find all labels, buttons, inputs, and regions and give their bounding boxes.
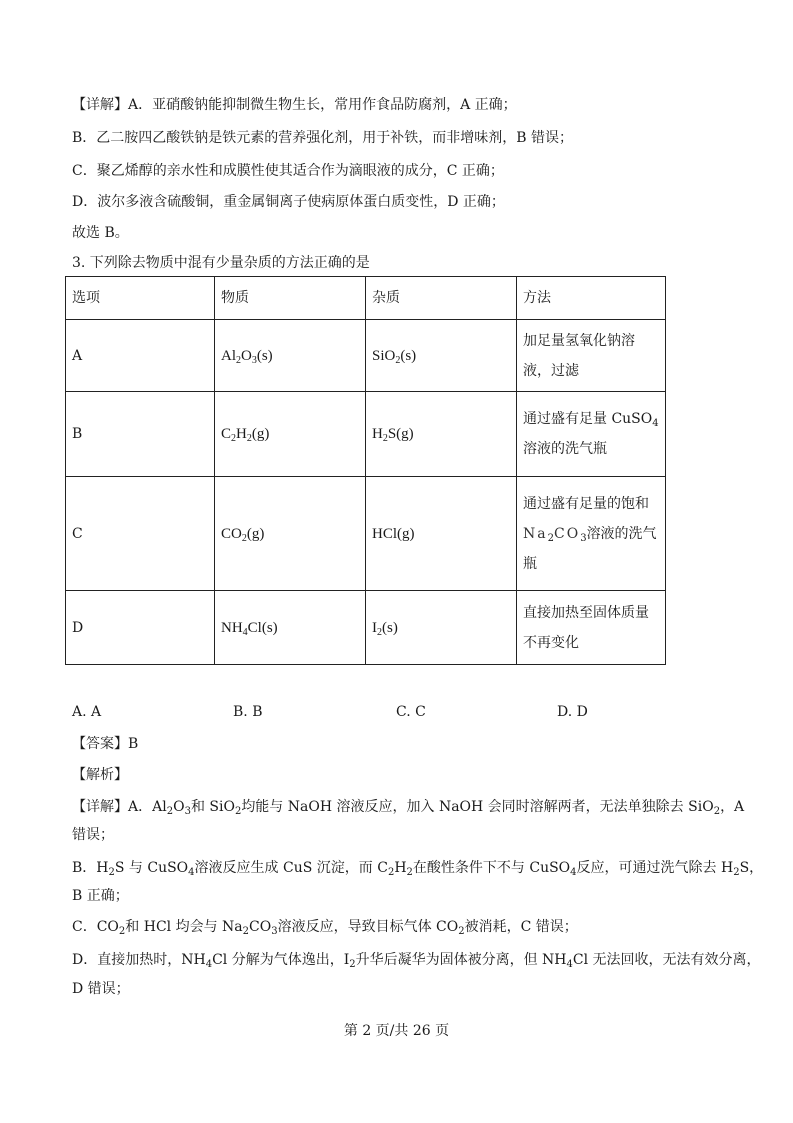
analysis-d-line1: D．直接加热时，$NH_4Cl$ 分解为气体逸出，$I_2$升华后凝华为固体被分离，但 $NH_4Cl$ 无法回收，无法有效分离， — [72, 952, 761, 970]
analysis-b-line1: B．$H_2S$ 与 CuSO$_4$溶液反应生成 CuS 沉淀，而 $C_2H_2$在酸性条件下不与 CuSO$_4$反应，可通过洗气除去 $H_2S$， — [72, 860, 764, 878]
impurity-cell: SiO$_2$(s) — [366, 320, 517, 392]
analysis-d-line2: D 错误； — [72, 981, 130, 997]
impurity-cell: HCl(g) — [366, 477, 517, 591]
question-stem: 3. 下列除去物质中混有少量杂质的方法正确的是 — [72, 255, 370, 271]
substance-cell: $Al_2O_3(s)$ — [215, 320, 366, 392]
option-label: D — [66, 591, 215, 665]
analysis-label: 【解析】 — [72, 767, 128, 783]
header-impurity: 杂质 — [366, 277, 517, 320]
option-label: C — [66, 477, 215, 591]
choice-c: C. C — [396, 704, 426, 720]
choice-a: A. A — [72, 704, 102, 720]
prev-explanation-a: 【详解】A．亚硝酸钠能抑制微生物生长，常用作食品防腐剂，A 正确； — [72, 97, 517, 113]
impurity-cell: $I_2(s)$ — [366, 591, 517, 665]
substance-cell: $C_2H_2(g)$ — [215, 392, 366, 477]
table-row — [66, 591, 666, 665]
prev-conclusion: 故选 B。 — [72, 225, 129, 241]
options-table — [65, 276, 666, 665]
prev-explanation-b: B．乙二胺四乙酸铁钠是铁元素的营养强化剂，用于补铁，而非增味剂，B 错误； — [72, 130, 574, 146]
option-label: B — [66, 392, 215, 477]
analysis-a-line2: 错误； — [72, 827, 114, 843]
substance-cell: $CO_2(g)$ — [215, 477, 366, 591]
analysis-a-line1: 【详解】A．$Al_2O_3$和 SiO$_2$均能与 NaOH 溶液反应，加入 NaOH 会同时溶解两者，无法单独除去 SiO$_2$，A — [72, 799, 745, 817]
table-header-row — [66, 277, 666, 320]
method-cell: 直接加热至固体质量 不再变化 — [517, 591, 666, 665]
header-substance: 物质 — [215, 277, 366, 320]
method-cell: 通过盛有足量的饱和 $Na_2CO_3$溶液的洗气 瓶 — [517, 477, 666, 591]
prev-explanation-d: D．波尔多液含硫酸铜，重金属铜离子使病原体蛋白质变性，D 正确； — [72, 194, 505, 210]
substance-cell: $NH_4Cl(s)$ — [215, 591, 366, 665]
answer-label: 【答案】B — [72, 736, 139, 752]
method-cell: 加足量氢氧化钠溶 液，过滤 — [517, 320, 666, 392]
analysis-b-line2: B 正确； — [72, 888, 129, 904]
table-row — [66, 477, 666, 591]
choice-b: B. B — [233, 704, 263, 720]
header-option: 选项 — [66, 277, 215, 320]
method-cell: 通过盛有足量 CuSO$_4$ 溶液的洗气瓶 — [517, 392, 666, 477]
prev-explanation-c: C．聚乙烯醇的亲水性和成膜性使其适合作为滴眼液的成分，C 正确； — [72, 163, 504, 179]
analysis-c-line1: C．$CO_2$和 HCl 均会与 $Na_2CO_3$溶液反应，导致目标气体 $CO_2$被消耗，C 错误； — [72, 919, 578, 937]
choice-d: D. D — [557, 704, 588, 720]
header-method: 方法 — [517, 277, 666, 320]
table-row — [66, 392, 666, 477]
option-label: A — [66, 320, 215, 392]
table-row — [66, 320, 666, 392]
impurity-cell: $H_2S(g)$ — [366, 392, 517, 477]
page-footer: 第 2 页/共 26 页 — [343, 1023, 450, 1039]
